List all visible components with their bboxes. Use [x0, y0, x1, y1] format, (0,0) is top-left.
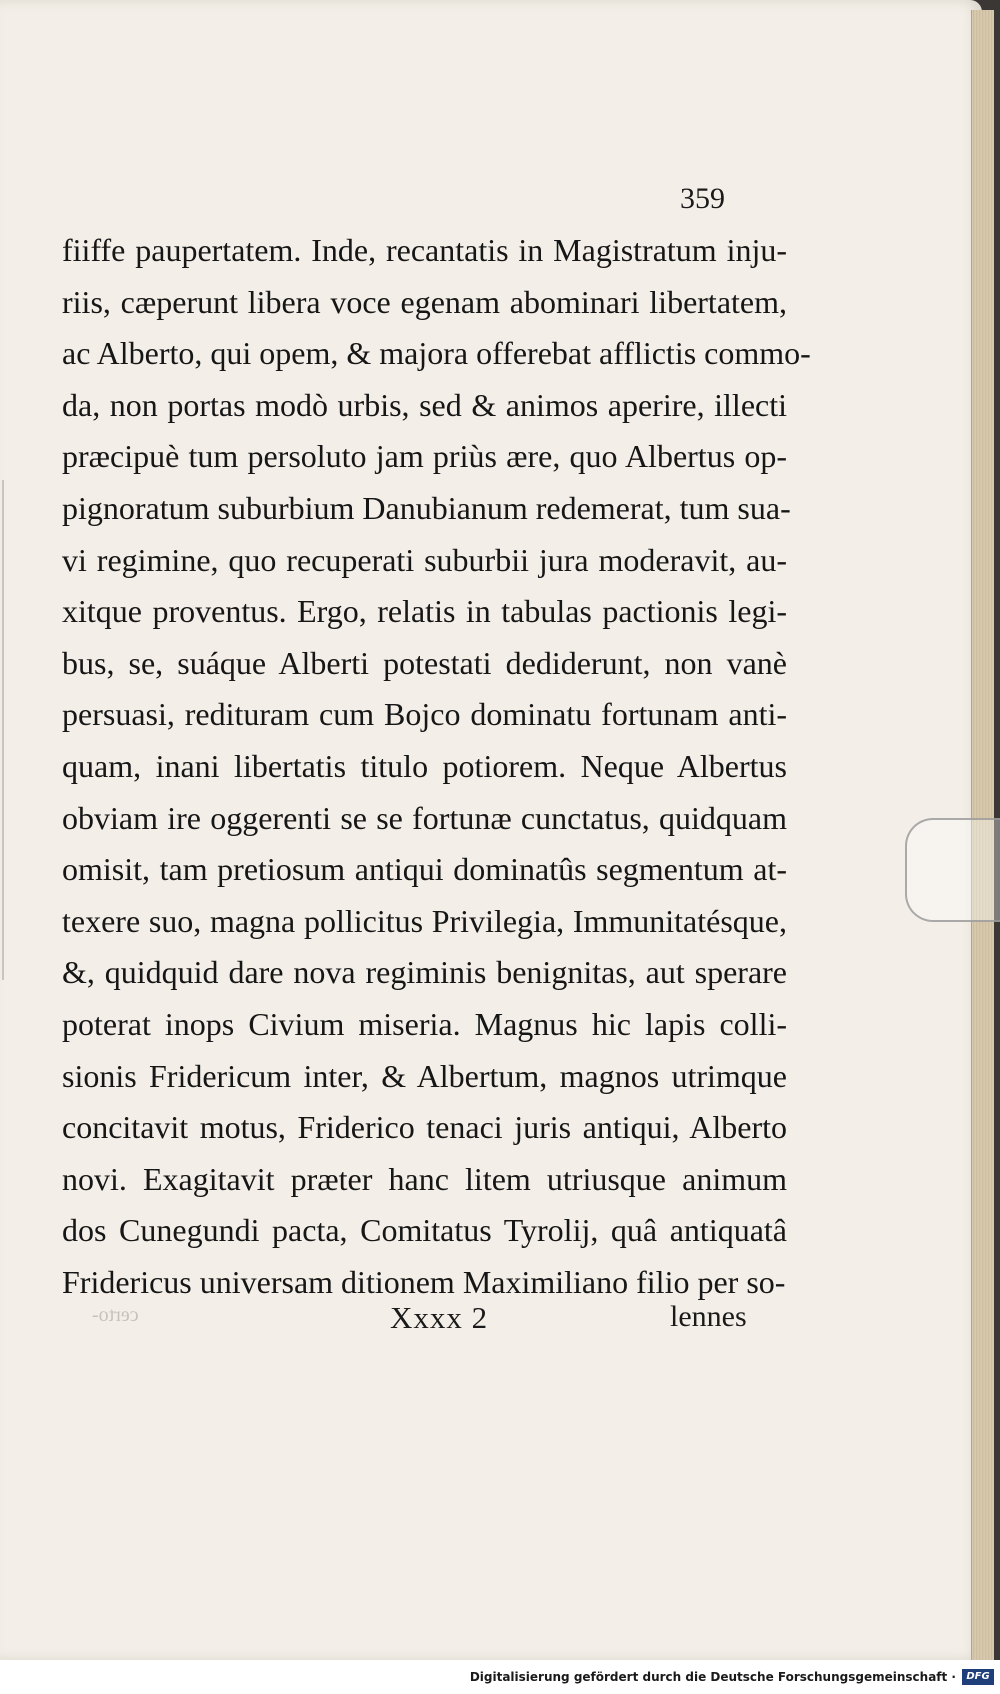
text-line: xitque proventus. Ergo, relatis in tabulas pactionis legi- — [62, 593, 787, 630]
book-clip — [905, 818, 1000, 922]
gutter-marks — [2, 480, 14, 980]
text-line: riis, cæperunt libera voce egenam abominari libertatem, — [62, 283, 787, 320]
text-line: concitavit motus, Friderico tenaci juris antiqui, Alberto — [62, 1109, 787, 1146]
text-line: novi. Exagitavit præter hanc litem utriusque animum — [62, 1160, 787, 1197]
text-line: persuasi, redituram cum Bojco dominatu fortunam anti- — [62, 696, 787, 733]
text-line: texere suo, magna pollicitus Privilegia, Immunitatésque, — [62, 902, 787, 939]
page-footer — [0, 1300, 982, 1344]
digitization-credit: Digitalisierung gefördert durch die Deutsche Forschungsgemeinschaft · — [469, 1670, 956, 1684]
text-line: &, quidquid dare nova regiminis benignitas, aut sperare — [62, 954, 787, 991]
body-text — [62, 225, 811, 1308]
catchword: lennes — [670, 1300, 747, 1333]
text-line: dos Cunegundi pacta, Comitatus Tyrolij, quâ antiquatâ — [62, 1212, 787, 1249]
text-line: præcipuè tum persoluto jam priùs ære, quo Albertus op- — [62, 438, 787, 475]
text-line: bus, se, suáque Alberti potestati dediderunt, non vanè — [62, 644, 787, 681]
signature-mark: Xxxx 2 — [390, 1300, 489, 1335]
text-line: da, non portas modò urbis, sed & animos aperire, illecti — [62, 386, 787, 423]
text-line: quam, inani libertatis titulo potiorem. Neque Albertus — [62, 747, 787, 784]
text-line: sionis Fridericum inter, & Albertum, magnos utrimque — [62, 1057, 787, 1094]
bleed-through-word: certo- — [92, 1304, 139, 1326]
text-line: poterat inops Civium miseria. Magnus hic lapis colli- — [62, 1005, 787, 1042]
text-line: vi regimine, quo recuperati suburbii jura moderavit, au- — [62, 541, 787, 578]
page-number: 359 — [680, 182, 725, 215]
text-line: fiiffe paupertatem. Inde, recantatis in Magistratum inju- — [62, 232, 787, 268]
text-line: Fridericus universam ditionem Maximiliano filio per so- — [62, 1263, 786, 1300]
text-line: pignoratum suburbium Danubianum redemerat, tum sua- — [62, 489, 791, 526]
text-line: obviam ire oggerenti se se fortunæ cunctatus, quidquam — [62, 799, 787, 836]
text-line: omisit, tam pretiosum antiqui dominatûs segmentum at- — [62, 851, 787, 888]
text-line: ac Alberto, qui opem, & majora offerebat afflictis commo- — [62, 335, 811, 372]
credit-bar — [0, 1660, 1000, 1694]
dfg-logo: DFG — [962, 1669, 994, 1685]
